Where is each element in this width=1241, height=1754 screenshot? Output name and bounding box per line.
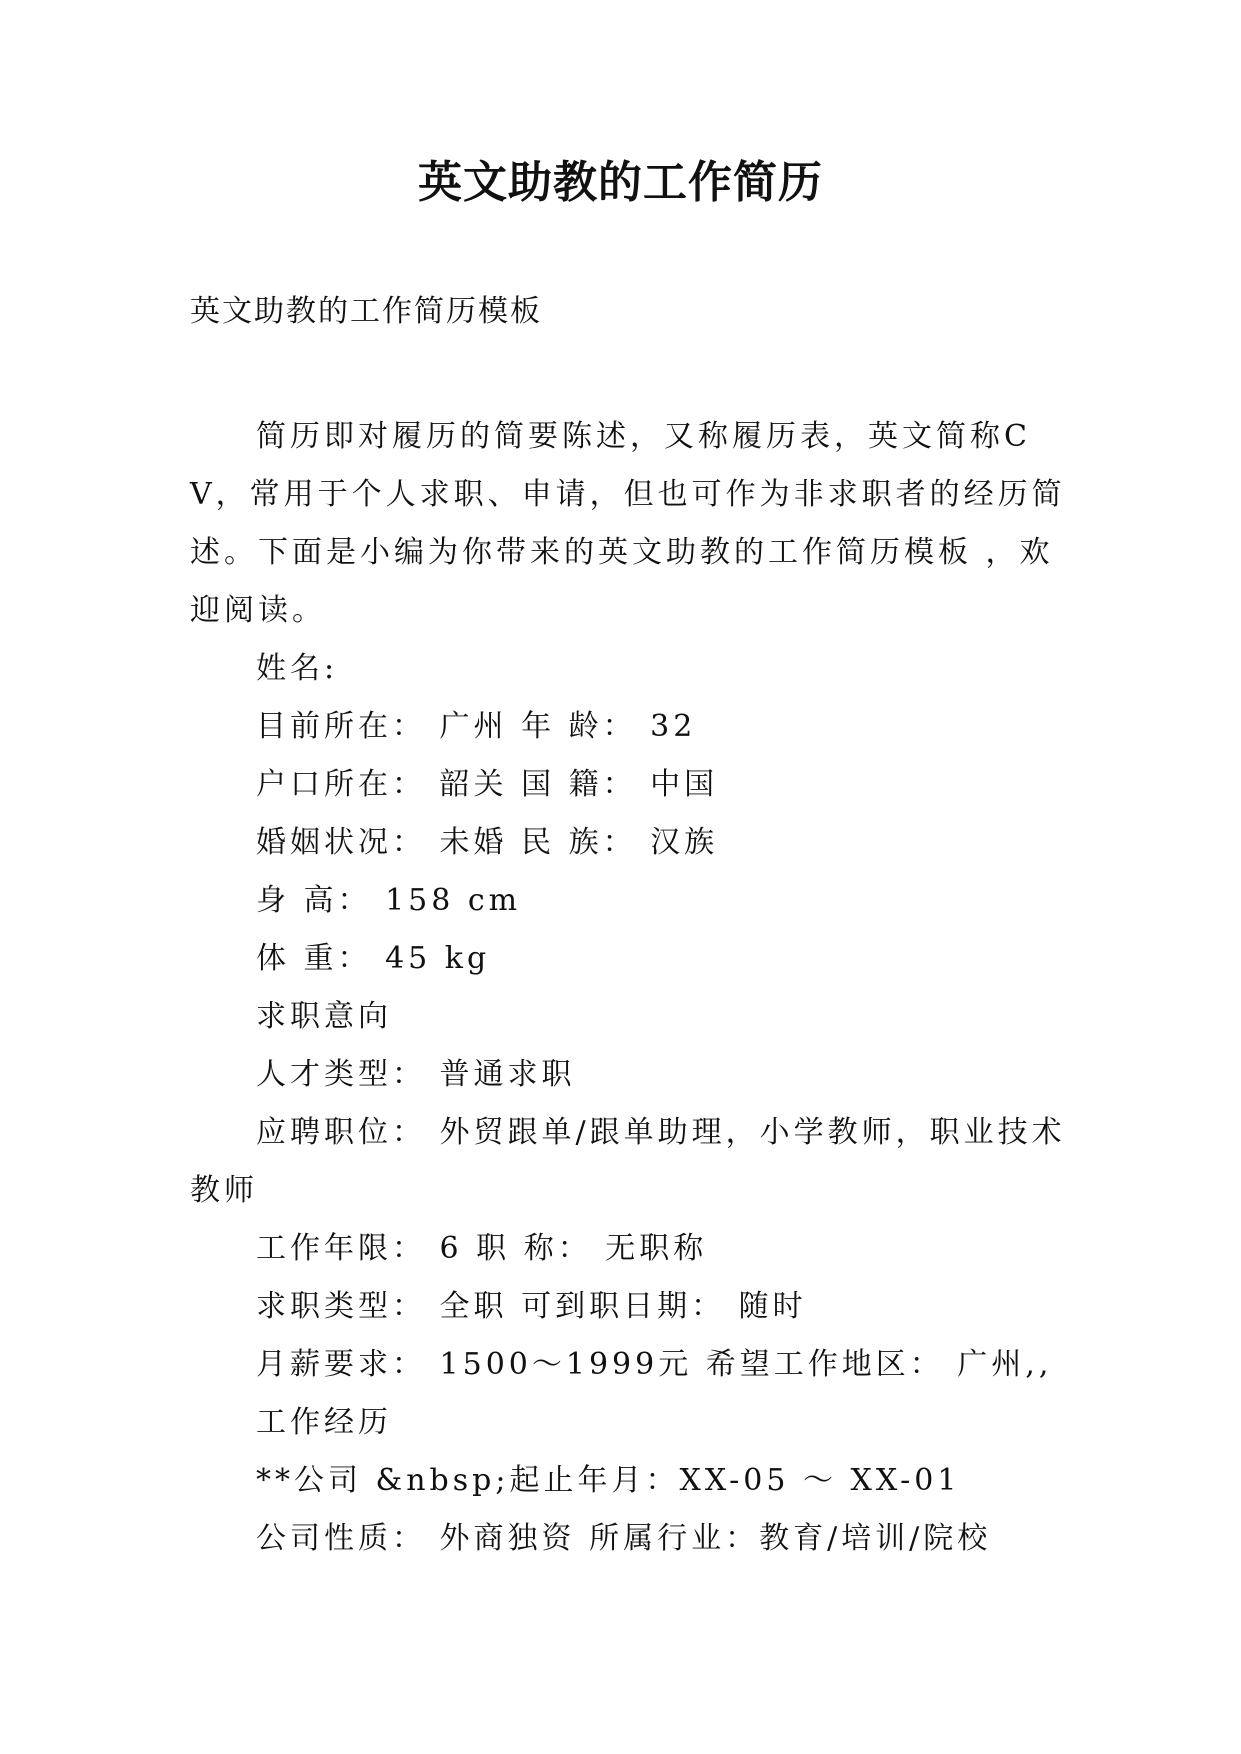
salary-region-line: 月薪要求： 1500～1999元 希望工作地区： 广州,, xyxy=(256,1347,1053,1382)
talent-type-line: 人才类型： 普通求职 xyxy=(256,1057,576,1092)
company-period-line: **公司 &nbsp;起止年月：XX-05 ～ XX-01 xyxy=(256,1463,961,1498)
document-title: 英文助教的工作简历 xyxy=(418,157,823,208)
weight-line: 体 重： 45 kg xyxy=(256,941,491,976)
height-line: 身 高： 158 cm xyxy=(256,883,522,918)
name-line: 姓名: xyxy=(256,651,339,686)
marital-ethnicity-line: 婚姻状况： 未婚 民 族： 汉族 xyxy=(256,825,719,860)
location-age-line: 目前所在： 广州 年 龄： 32 xyxy=(256,709,697,744)
intro-paragraph: 简历即对履历的简要陈述，又称履历表，英文简称CV，常用于个人求职、申请，但也可作为非求职者的经历简述。下面是小编为你带来的英文助教的工作简历模板 ，欢迎阅读。 xyxy=(190,419,1066,628)
years-title-line: 工作年限： 6 职 称： 无职称 xyxy=(256,1231,708,1266)
job-intent-heading: 求职意向 xyxy=(256,999,392,1034)
document-subtitle: 英文助教的工作简历模板 xyxy=(190,294,542,329)
job-type-line: 求职类型： 全职 可到职日期： 随时 xyxy=(256,1289,807,1324)
position-line: 应聘职位： 外贸跟单/跟单助理，小学教师，职业技术教师 xyxy=(190,1115,1066,1208)
work-experience-heading: 工作经历 xyxy=(256,1405,392,1440)
document-body xyxy=(190,408,1070,1568)
hukou-nationality-line: 户口所在： 韶关 国 籍： 中国 xyxy=(256,767,719,802)
company-nature-line: 公司性质： 外商独资 所属行业：教育/培训/院校 xyxy=(256,1521,992,1556)
